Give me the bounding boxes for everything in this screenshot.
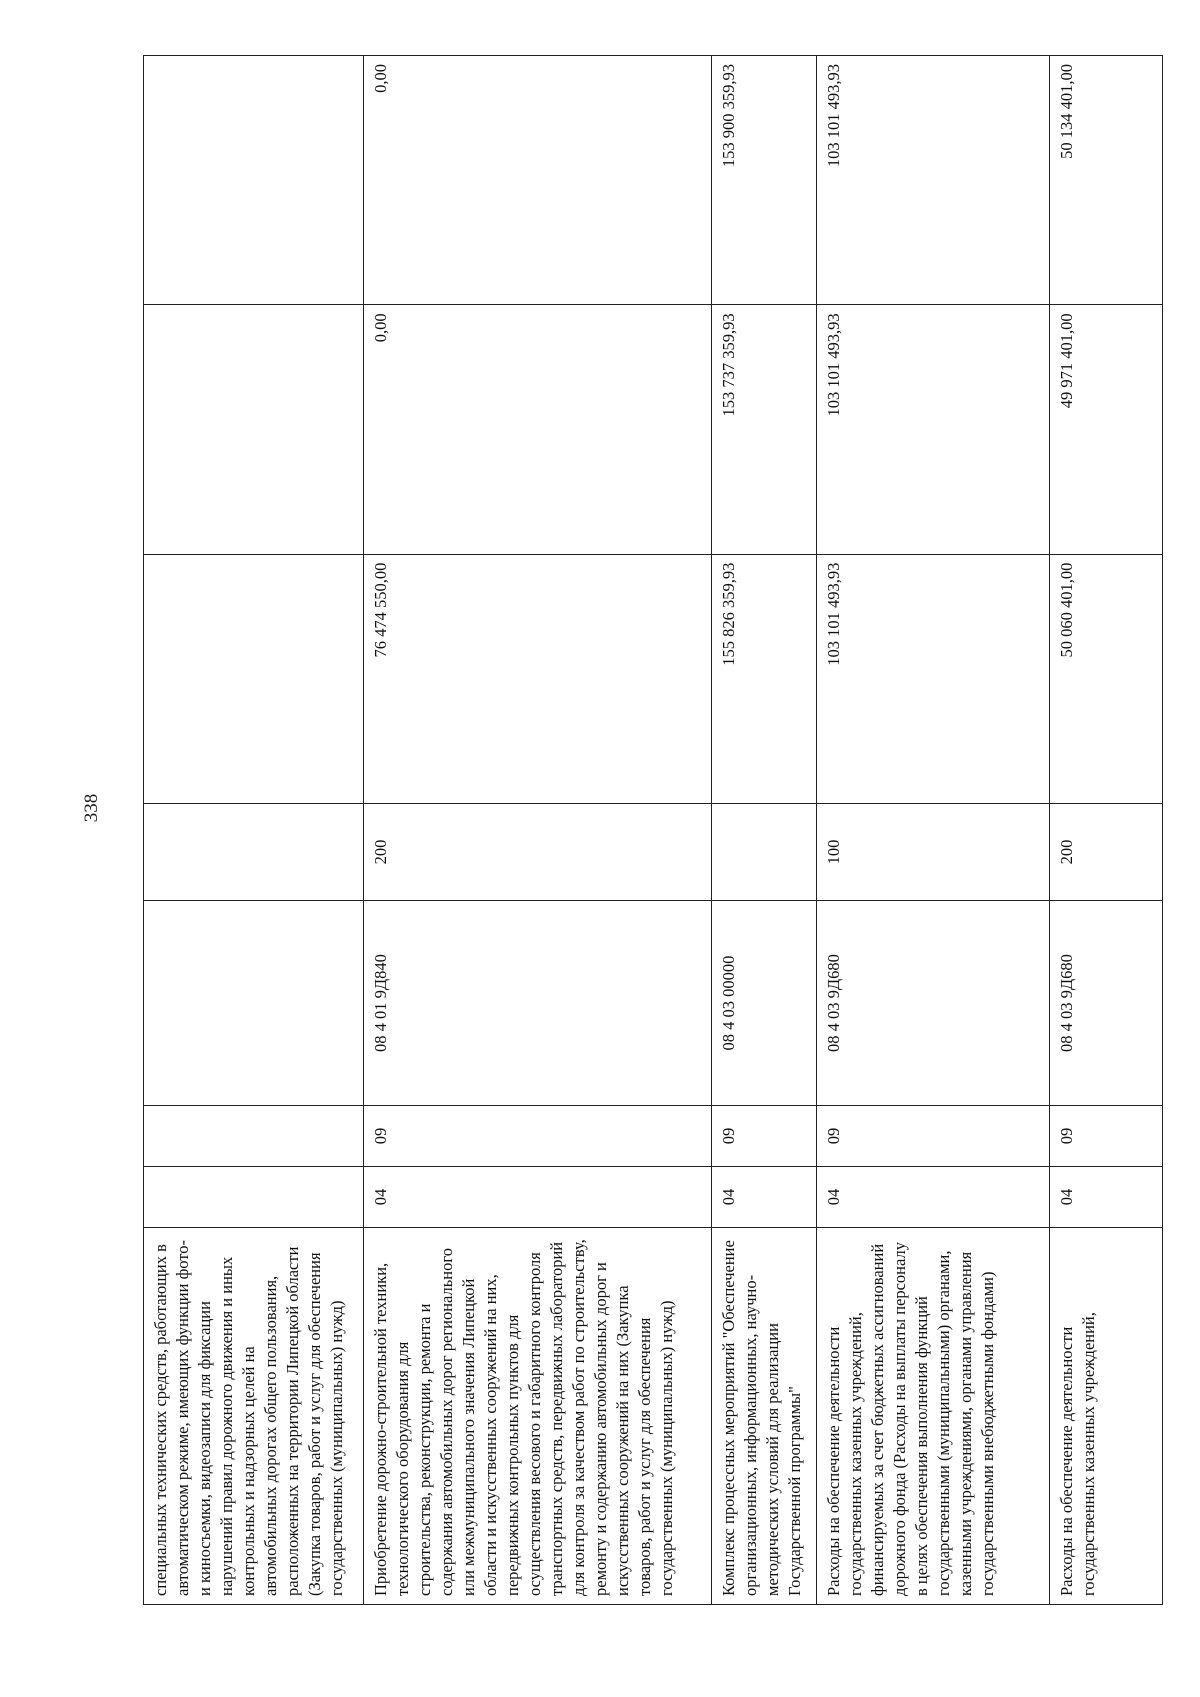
amount-year3-cell: 103 101 493,93	[817, 56, 1050, 305]
target-article-cell	[144, 901, 364, 1106]
table-row	[817, 56, 1050, 1605]
amount-year3-cell	[144, 56, 364, 305]
expense-type-cell	[711, 804, 816, 901]
section-cell: 04	[364, 1167, 712, 1228]
section-cell: 04	[711, 1167, 816, 1228]
target-article-cell: 08 4 01 9Д840	[364, 901, 712, 1106]
subsection-cell	[144, 1106, 364, 1167]
subsection-cell: 09	[711, 1106, 816, 1167]
table-row	[711, 56, 816, 1605]
table-row	[1050, 56, 1163, 1605]
target-article-cell: 08 4 03 9Д680	[817, 901, 1050, 1106]
amount-year2-cell: 49 971 401,00	[1050, 305, 1163, 554]
row-name-cell: Комплекс процессных мероприятий "Обеспечение организационных, информационных, научно-методических условий для реализации Государственной программы"	[711, 1228, 816, 1605]
section-cell	[144, 1167, 364, 1228]
subsection-cell: 09	[817, 1106, 1050, 1167]
section-cell: 04	[1050, 1167, 1163, 1228]
expense-type-cell: 100	[817, 804, 1050, 901]
amount-year2-cell: 0,00	[364, 305, 712, 554]
amount-year2-cell: 103 101 493,93	[817, 305, 1050, 554]
row-name-cell: специальных технических средств, работающих в автоматическом режиме, имеющих функции фото- и киносъемки, видеозаписи для фиксации нарушений правил дорожного движения и иных контрольных и надзорных целей на автомобильных дорогах общего пользования, расположенных на территории Липецкой области (Закупка товаров, работ и услуг для обеспечения государственных (муниципальных) нужд)	[144, 1228, 364, 1605]
budget-table-container	[143, 55, 1163, 1605]
target-article-cell: 08 4 03 00000	[711, 901, 816, 1106]
amount-year3-cell: 50 134 401,00	[1050, 56, 1163, 305]
amount-year1-cell: 76 474 550,00	[364, 554, 712, 803]
section-cell: 04	[817, 1167, 1050, 1228]
amount-year3-cell: 153 900 359,93	[711, 56, 816, 305]
expense-type-cell: 200	[1050, 804, 1163, 901]
page-number: 338	[81, 793, 102, 823]
amount-year3-cell: 0,00	[364, 56, 712, 305]
amount-year1-cell: 50 060 401,00	[1050, 554, 1163, 803]
amount-year2-cell	[144, 305, 364, 554]
subsection-cell: 09	[1050, 1106, 1163, 1167]
amount-year2-cell: 153 737 359,93	[711, 305, 816, 554]
amount-year1-cell: 155 826 359,93	[711, 554, 816, 803]
row-name-cell: Приобретение дорожно-строительной техники, технологического оборудования для строительства, реконструкции, ремонта и содержания автомобильных дорог регионального или межмуниципального значения Липецкой области и искусственных сооружений на них, передвижных контрольных пунктов для осуществления весового и габаритного контроля транспортных средств, передвижных лабораторий для контроля за качеством работ по строительству, ремонту и содержанию автомобильных дорог и искусственных сооружений на них (Закупка товаров, работ и услуг для обеспечения государственных (муниципальных) нужд)	[364, 1228, 712, 1605]
budget-table	[143, 55, 1163, 1605]
expense-type-cell	[144, 804, 364, 901]
expense-type-cell: 200	[364, 804, 712, 901]
row-name-cell: Расходы на обеспечение деятельности государственных казенных учреждений, финансируемых за счет бюджетных ассигнований дорожного фонда (Расходы на выплаты персоналу в целях обеспечения выполнения функций государственными (муниципальными) органами, казенными учреждениями, органами управления государственными внебюджетными фондами)	[817, 1228, 1050, 1605]
subsection-cell: 09	[364, 1106, 712, 1167]
target-article-cell: 08 4 03 9Д680	[1050, 901, 1163, 1106]
amount-year1-cell	[144, 554, 364, 803]
row-name-cell: Расходы на обеспечение деятельности государственных казенных учреждений,	[1050, 1228, 1163, 1605]
table-row	[364, 56, 712, 1605]
amount-year1-cell: 103 101 493,93	[817, 554, 1050, 803]
table-row	[144, 56, 364, 1605]
